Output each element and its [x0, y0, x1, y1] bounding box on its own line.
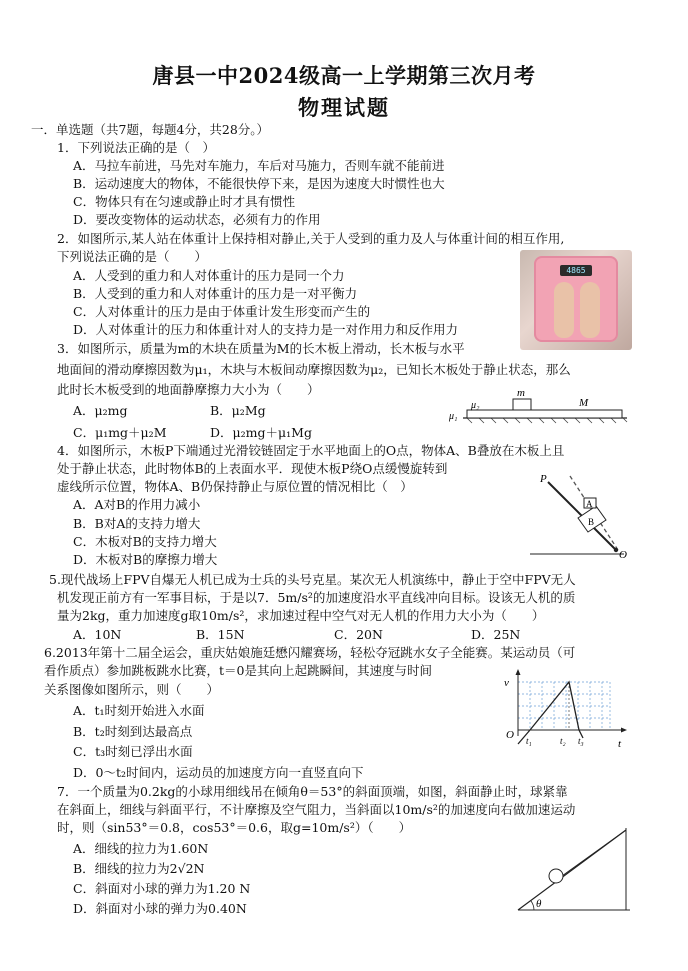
label-t3: t₃ [578, 736, 584, 746]
scale-display: 4865 [560, 265, 592, 276]
q6-stem-line1: 6.2013年第十二届全运会，重庆姑娘施廷懋闪耀赛场，轻松夺冠跳水女子全能赛。某运动员（可 [44, 645, 576, 660]
label-B: B [588, 517, 595, 527]
q5-stem-line1: 5.现代战场上FPV自爆无人机已成为士兵的头号克星。某次无人机演练中，静止于空中FPV无人 [49, 572, 576, 587]
q7-option-b: B．细线的拉力为2√2N [73, 861, 205, 876]
label-O: O [619, 549, 627, 561]
q3-option-b: B．μ₂Mg [210, 403, 266, 418]
q4-stem-line2: 处于静止状态，此时物体B的上表面水平．现使木板P绕O点缓慢旋转到 [57, 461, 448, 476]
q4-stem-line1: 4．如图所示，木板P下端通过光滑铰链固定于水平地面上的O点，物体A、B叠放在木板上且 [57, 443, 565, 458]
q6-option-d: D．0～t₂时间内，运动员的加速度方向一直竖直向下 [73, 765, 364, 780]
q4-option-b: B．B对A的支持力增大 [73, 516, 201, 531]
q4-option-d: D．木板对B的摩擦力增大 [73, 552, 218, 567]
label-t1: t₁ [526, 736, 532, 746]
string [562, 830, 626, 876]
exam-subtitle: 物理试题 [298, 95, 390, 120]
label-P: P [540, 473, 547, 485]
label-t: t [618, 738, 622, 750]
q7-option-d: D．斜面对小球的弹力为0.40N [73, 901, 247, 916]
right-foot [580, 282, 600, 338]
q6-option-a: A．t₁时刻开始进入水面 [73, 703, 205, 718]
label-mu1: μ₁ [449, 411, 458, 422]
v-axis-arrow [516, 669, 521, 675]
q1-option-c: C．物体只有在匀速或静止时才具有惯性 [73, 194, 296, 209]
q7-figure [514, 826, 634, 914]
label-t2: t₂ [560, 736, 566, 746]
q4-option-c: C．木板对B的支持力增大 [73, 534, 217, 549]
q4-option-a: A．A对B的作用力减小 [73, 497, 201, 512]
q2-option-c: C．人对体重计的压力是由于体重计发生形变而产生的 [73, 304, 371, 319]
q2-stem-line2: 下列说法正确的是（ ） [57, 249, 208, 264]
q5-option-a: A．10N [73, 627, 122, 642]
q7-option-c: C．斜面对小球的弹力为1.20 N [73, 881, 251, 896]
section-heading: 一．单选题（共7题，每题4分，共28分。） [31, 122, 270, 137]
small-block [513, 399, 531, 410]
label-m: m [517, 387, 525, 399]
q3-option-a: A．μ₂mg [73, 403, 128, 418]
q1-option-a: A．马拉车前进，马先对车施力，车后对马施力，否则车就不能前进 [73, 158, 445, 173]
scale-photo [520, 250, 632, 350]
q3-figure [445, 385, 630, 425]
q1-option-b: B．运动速度大的物体，不能很快停下来，是因为速度大时惯性也大 [73, 176, 445, 191]
q7-stem-line2: 在斜面上，细线与斜面平行，不计摩擦及空气阻力，当斜面以10m/s²的加速度向右做加速运动 [57, 802, 576, 817]
ground-hatching [467, 418, 627, 423]
exam-title: 唐县一中2024级高一上学期第三次月考 [152, 63, 536, 88]
q5-option-c: C．20N [334, 627, 383, 642]
q6-option-b: B．t₂时刻到达最高点 [73, 724, 193, 739]
q3-option-d: D．μ₂mg＋μ₁Mg [210, 425, 312, 440]
label-A: A [586, 499, 593, 509]
q7-option-a: A．细线的拉力为1.60N [73, 841, 209, 856]
q3-option-c: C．μ₁mg＋μ₂M [73, 425, 167, 440]
q6-stem-line2: 看作质点）参加跳板跳水比赛，t＝0是其向上起跳瞬间，其速度与时间 [44, 663, 432, 678]
q5-stem-line2: 机发现正前方有一军事目标，于是以7．5m/s²的加速度沿水平直线冲向目标。设该无人机的质 [57, 590, 576, 605]
q5-stem-line3: 量为2kg，重力加速度g取10m/s²，求加速过程中空气对无人机的作用力大小为（ ） [57, 608, 545, 623]
label-M: M [579, 397, 589, 409]
q1-option-d: D．要改变物体的运动状态，必须有力的作用 [73, 212, 321, 227]
q3-stem-line2: 地面间的滑动摩擦因数为μ₁，木块与木板间动摩擦因数为μ₂，已知长木板处于静止状态，那么 [57, 362, 571, 377]
q3-stem-line3: 此时长木板受到的地面静摩擦力大小为（ ） [57, 382, 320, 397]
grid [518, 682, 610, 730]
q6-stem-line3: 关系图像如图所示，则（ ） [44, 682, 220, 697]
velocity-line [518, 682, 583, 744]
label-v: v [504, 677, 509, 689]
q6-option-c: C．t₃时刻已浮出水面 [73, 744, 193, 759]
q6-vt-graph [500, 664, 630, 754]
label-mu2: μ₂ [471, 400, 480, 411]
t-axis-arrow [621, 728, 627, 733]
bathroom-scale [534, 256, 618, 342]
angle-arc [531, 901, 534, 910]
q7-stem-line1: 7．一个质量为0.2kg的小球用细线吊在倾角θ＝53°的斜面顶端，如图，斜面静止时，球紧靠 [57, 784, 568, 799]
left-foot [554, 282, 574, 338]
label-theta: θ [536, 898, 542, 910]
ball [549, 869, 563, 883]
q5-option-b: B．15N [196, 627, 245, 642]
q2-option-d: D．人对体重计的压力和体重计对人的支持力是一对作用力和反作用力 [73, 322, 459, 337]
q4-stem-line3: 虚线所示位置，物体A、B仍保持静止与原位置的情况相比（ ） [57, 479, 413, 494]
label-O: O [506, 729, 514, 741]
q4-figure [520, 470, 630, 562]
q2-option-a: A．人受到的重力和人对体重计的压力是同一个力 [73, 268, 345, 283]
hinge-O [614, 548, 618, 552]
q3-stem-line1: 3．如图所示，质量为m的木块在质量为M的长木板上滑动，长木板与水平 [57, 341, 465, 356]
q5-option-d: D．25N [471, 627, 521, 642]
q2-option-b: B．人受到的重力和人对体重计的压力是一对平衡力 [73, 286, 358, 301]
q1-stem: 1．下列说法正确的是（ ） [57, 140, 215, 155]
q7-stem-line3: 时，则（sin53°＝0.8，cos53°＝0.6，取g=10m/s²）（ ） [57, 820, 412, 835]
long-board [467, 410, 622, 418]
q2-stem-line1: 2．如图所示,某人站在体重计上保持相对静止,关于人受到的重力及人与体重计间的相互作用, [57, 231, 565, 246]
